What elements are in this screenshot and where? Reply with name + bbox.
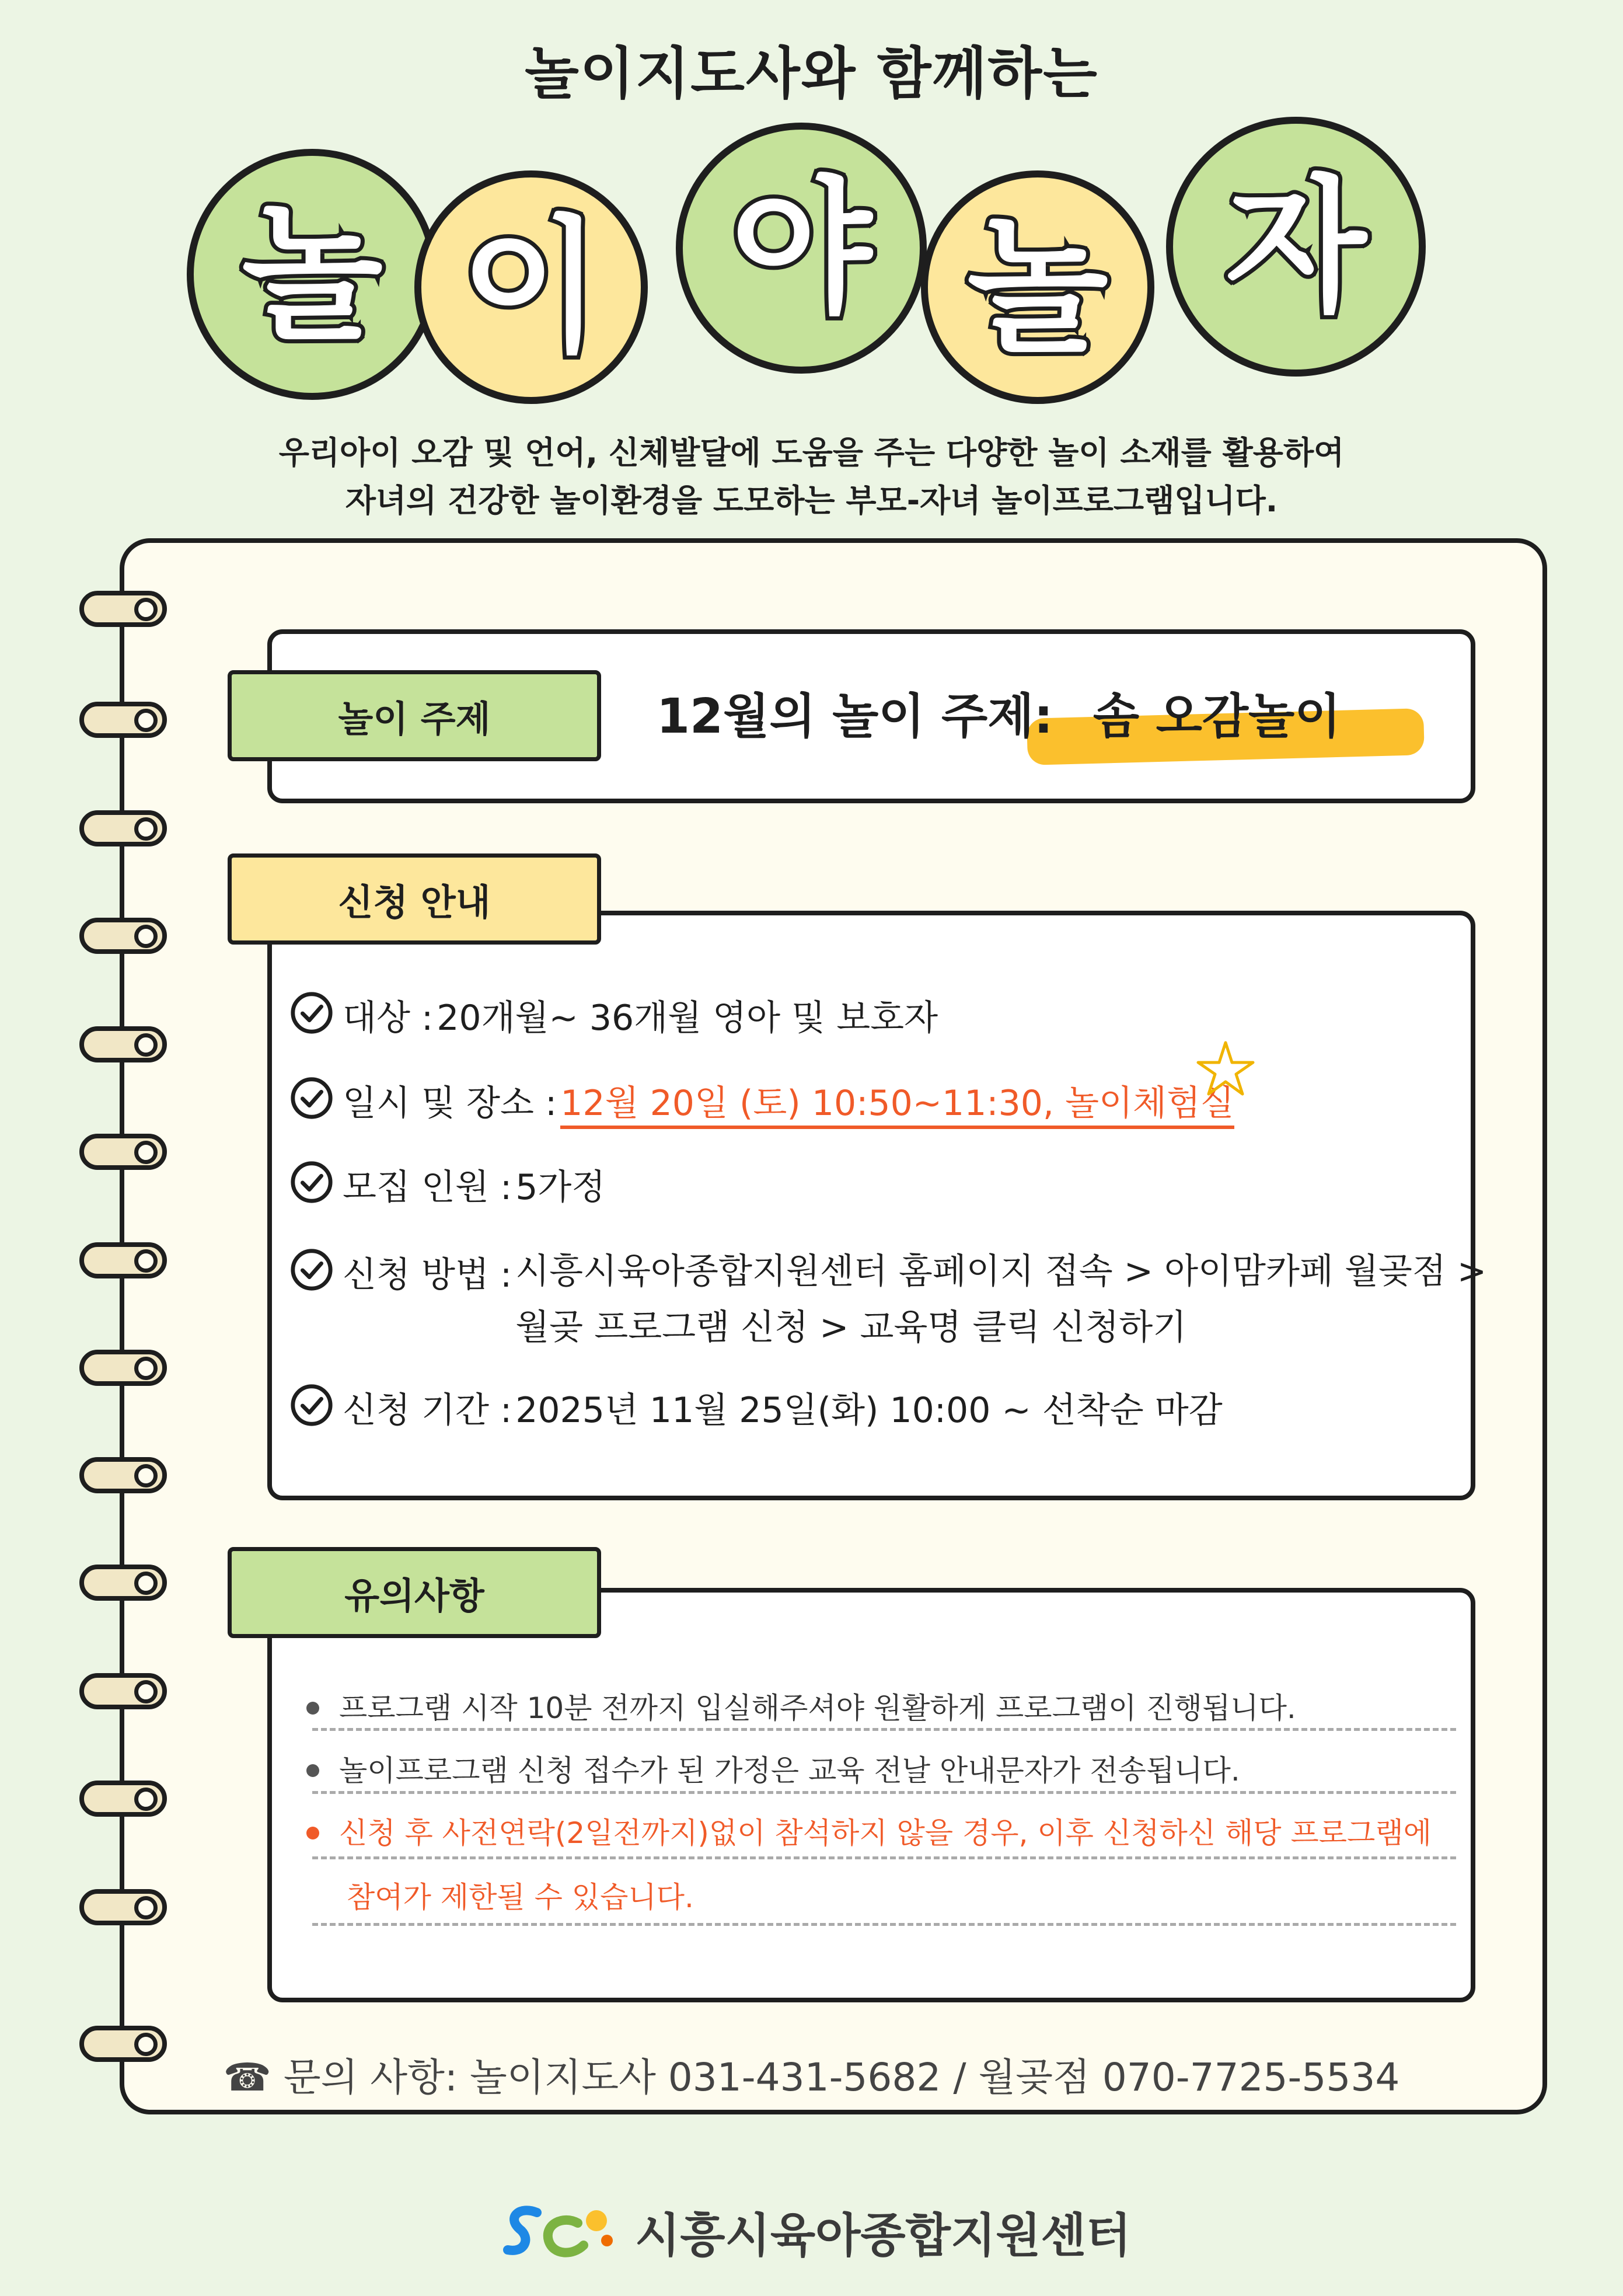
title-circle-4 (921, 170, 1154, 404)
info-value-method-line1: 시흥시육아종합지원센터 홈페이지 접속 > 아이맘카페 월곶점 > (515, 1251, 1487, 1292)
check-circle-icon (289, 1382, 334, 1428)
binder-ring (79, 1134, 167, 1170)
check-circle-icon (289, 990, 334, 1036)
star-doodle-icon (1193, 1039, 1258, 1098)
binder-ring (79, 810, 167, 846)
binder-ring (79, 1673, 167, 1709)
contact-info: ☎ 문의 사항: 놀이지도사 031-431-5682 / 월곶점 070-7725-5534 (223, 2055, 1400, 2100)
info-label-target: 대상 : (343, 998, 434, 1039)
theme-heading (657, 678, 1341, 747)
dashed-divider (312, 1856, 1456, 1859)
bullet-dot-icon (306, 1827, 319, 1839)
info-row-target (289, 990, 938, 1040)
sc-logo-icon (502, 2200, 619, 2264)
dashed-divider (312, 1728, 1456, 1731)
note-item-3-continued: 참여가 제한될 수 있습니다. (347, 1880, 694, 1914)
notes-tag: 유의사항 (228, 1547, 601, 1638)
info-value-datetime: 12월 20일 (토) 10:50~11:30, 놀이체험실 (560, 1075, 1234, 1129)
bullet-dot-icon (306, 1764, 319, 1777)
intro-text (0, 429, 1623, 525)
title-char-1: 놀 (242, 189, 383, 359)
binder-ring (79, 1889, 167, 1925)
title-char-5: 자 (1225, 161, 1367, 332)
info-label-method: 신청 방법 : (343, 1255, 512, 1295)
dashed-divider (312, 1791, 1456, 1794)
binder-ring (79, 1242, 167, 1278)
title-circle-3 (676, 123, 927, 374)
title-circle-1 (187, 149, 438, 400)
info-row-method (289, 1247, 1486, 1356)
binder-ring (79, 918, 167, 954)
title-char-3: 야 (731, 163, 872, 333)
info-row-datetime (289, 1075, 1234, 1129)
note-item-2 (306, 1747, 1450, 1789)
note-text-3: 신청 후 사전연락(2일전까지)없이 참석하지 않을 경우, 이후 신청하신 해당 프로그램에 (339, 1816, 1432, 1850)
notes-panel (267, 1588, 1475, 2002)
note-text-1: 프로그램 시작 10분 전까지 입실해주셔야 원활하게 프로그램이 진행됩니다. (339, 1691, 1296, 1725)
info-row-capacity (289, 1159, 605, 1210)
check-circle-icon (289, 1075, 334, 1121)
note-item-1 (306, 1685, 1450, 1727)
info-value-target: 20개월~ 36개월 영아 및 보호자 (437, 998, 938, 1039)
binder-ring (79, 1781, 167, 1817)
theme-prefix: 12월의 놀이 주제: (657, 689, 1053, 744)
intro-line-2: 자녀의 건강한 놀이환경을 도모하는 부모-자녀 놀이프로그램입니다. (345, 482, 1278, 519)
info-value-period: 2025년 11월 25일(화) 10:00 ~ 선착순 마감 (515, 1390, 1223, 1431)
binder-ring (79, 1565, 167, 1601)
application-tag: 신청 안내 (228, 853, 601, 945)
check-circle-icon (289, 1159, 334, 1205)
binder-ring (79, 1026, 167, 1062)
binder-ring (79, 1457, 167, 1493)
title-char-4: 놀 (967, 202, 1108, 372)
note-item-3 (306, 1810, 1450, 1852)
info-value-capacity: 5가정 (515, 1167, 606, 1208)
info-label-period: 신청 기간 : (343, 1390, 512, 1431)
info-label-capacity: 모집 인원 : (343, 1167, 512, 1208)
note-text-2: 놀이프로그램 신청 접수가 된 가정은 교육 전날 안내문자가 전송됩니다. (339, 1754, 1240, 1788)
info-value-method-line2: 월곶 프로그램 신청 > 교육명 클릭 신청하기 (515, 1307, 1187, 1348)
info-value-method (515, 1243, 1486, 1356)
theme-tag: 놀이 주제 (228, 670, 601, 761)
dashed-divider (312, 1923, 1456, 1926)
binder-ring (79, 1350, 167, 1386)
binder-ring (79, 702, 167, 738)
info-label-datetime: 일시 및 장소 : (343, 1083, 557, 1124)
poster-subtitle: 놀이지도사와 함께하는 (525, 41, 1098, 106)
title-circle-5 (1166, 117, 1426, 377)
bullet-dot-icon (306, 1702, 319, 1715)
footer-brand (502, 2198, 1131, 2265)
org-name: 시흥시육아종합지원센터 (635, 2208, 1132, 2263)
title-circle-2 (414, 170, 648, 404)
binder-ring (79, 591, 167, 627)
title-char-2: 이 (460, 202, 602, 372)
theme-value: 솜 오감놀이 (1093, 689, 1341, 744)
info-row-period (289, 1382, 1223, 1433)
check-circle-icon (289, 1247, 334, 1292)
intro-line-1: 우리아이 오감 및 언어, 신체발달에 도움을 주는 다양한 놀이 소재를 활용하여 (278, 434, 1345, 471)
